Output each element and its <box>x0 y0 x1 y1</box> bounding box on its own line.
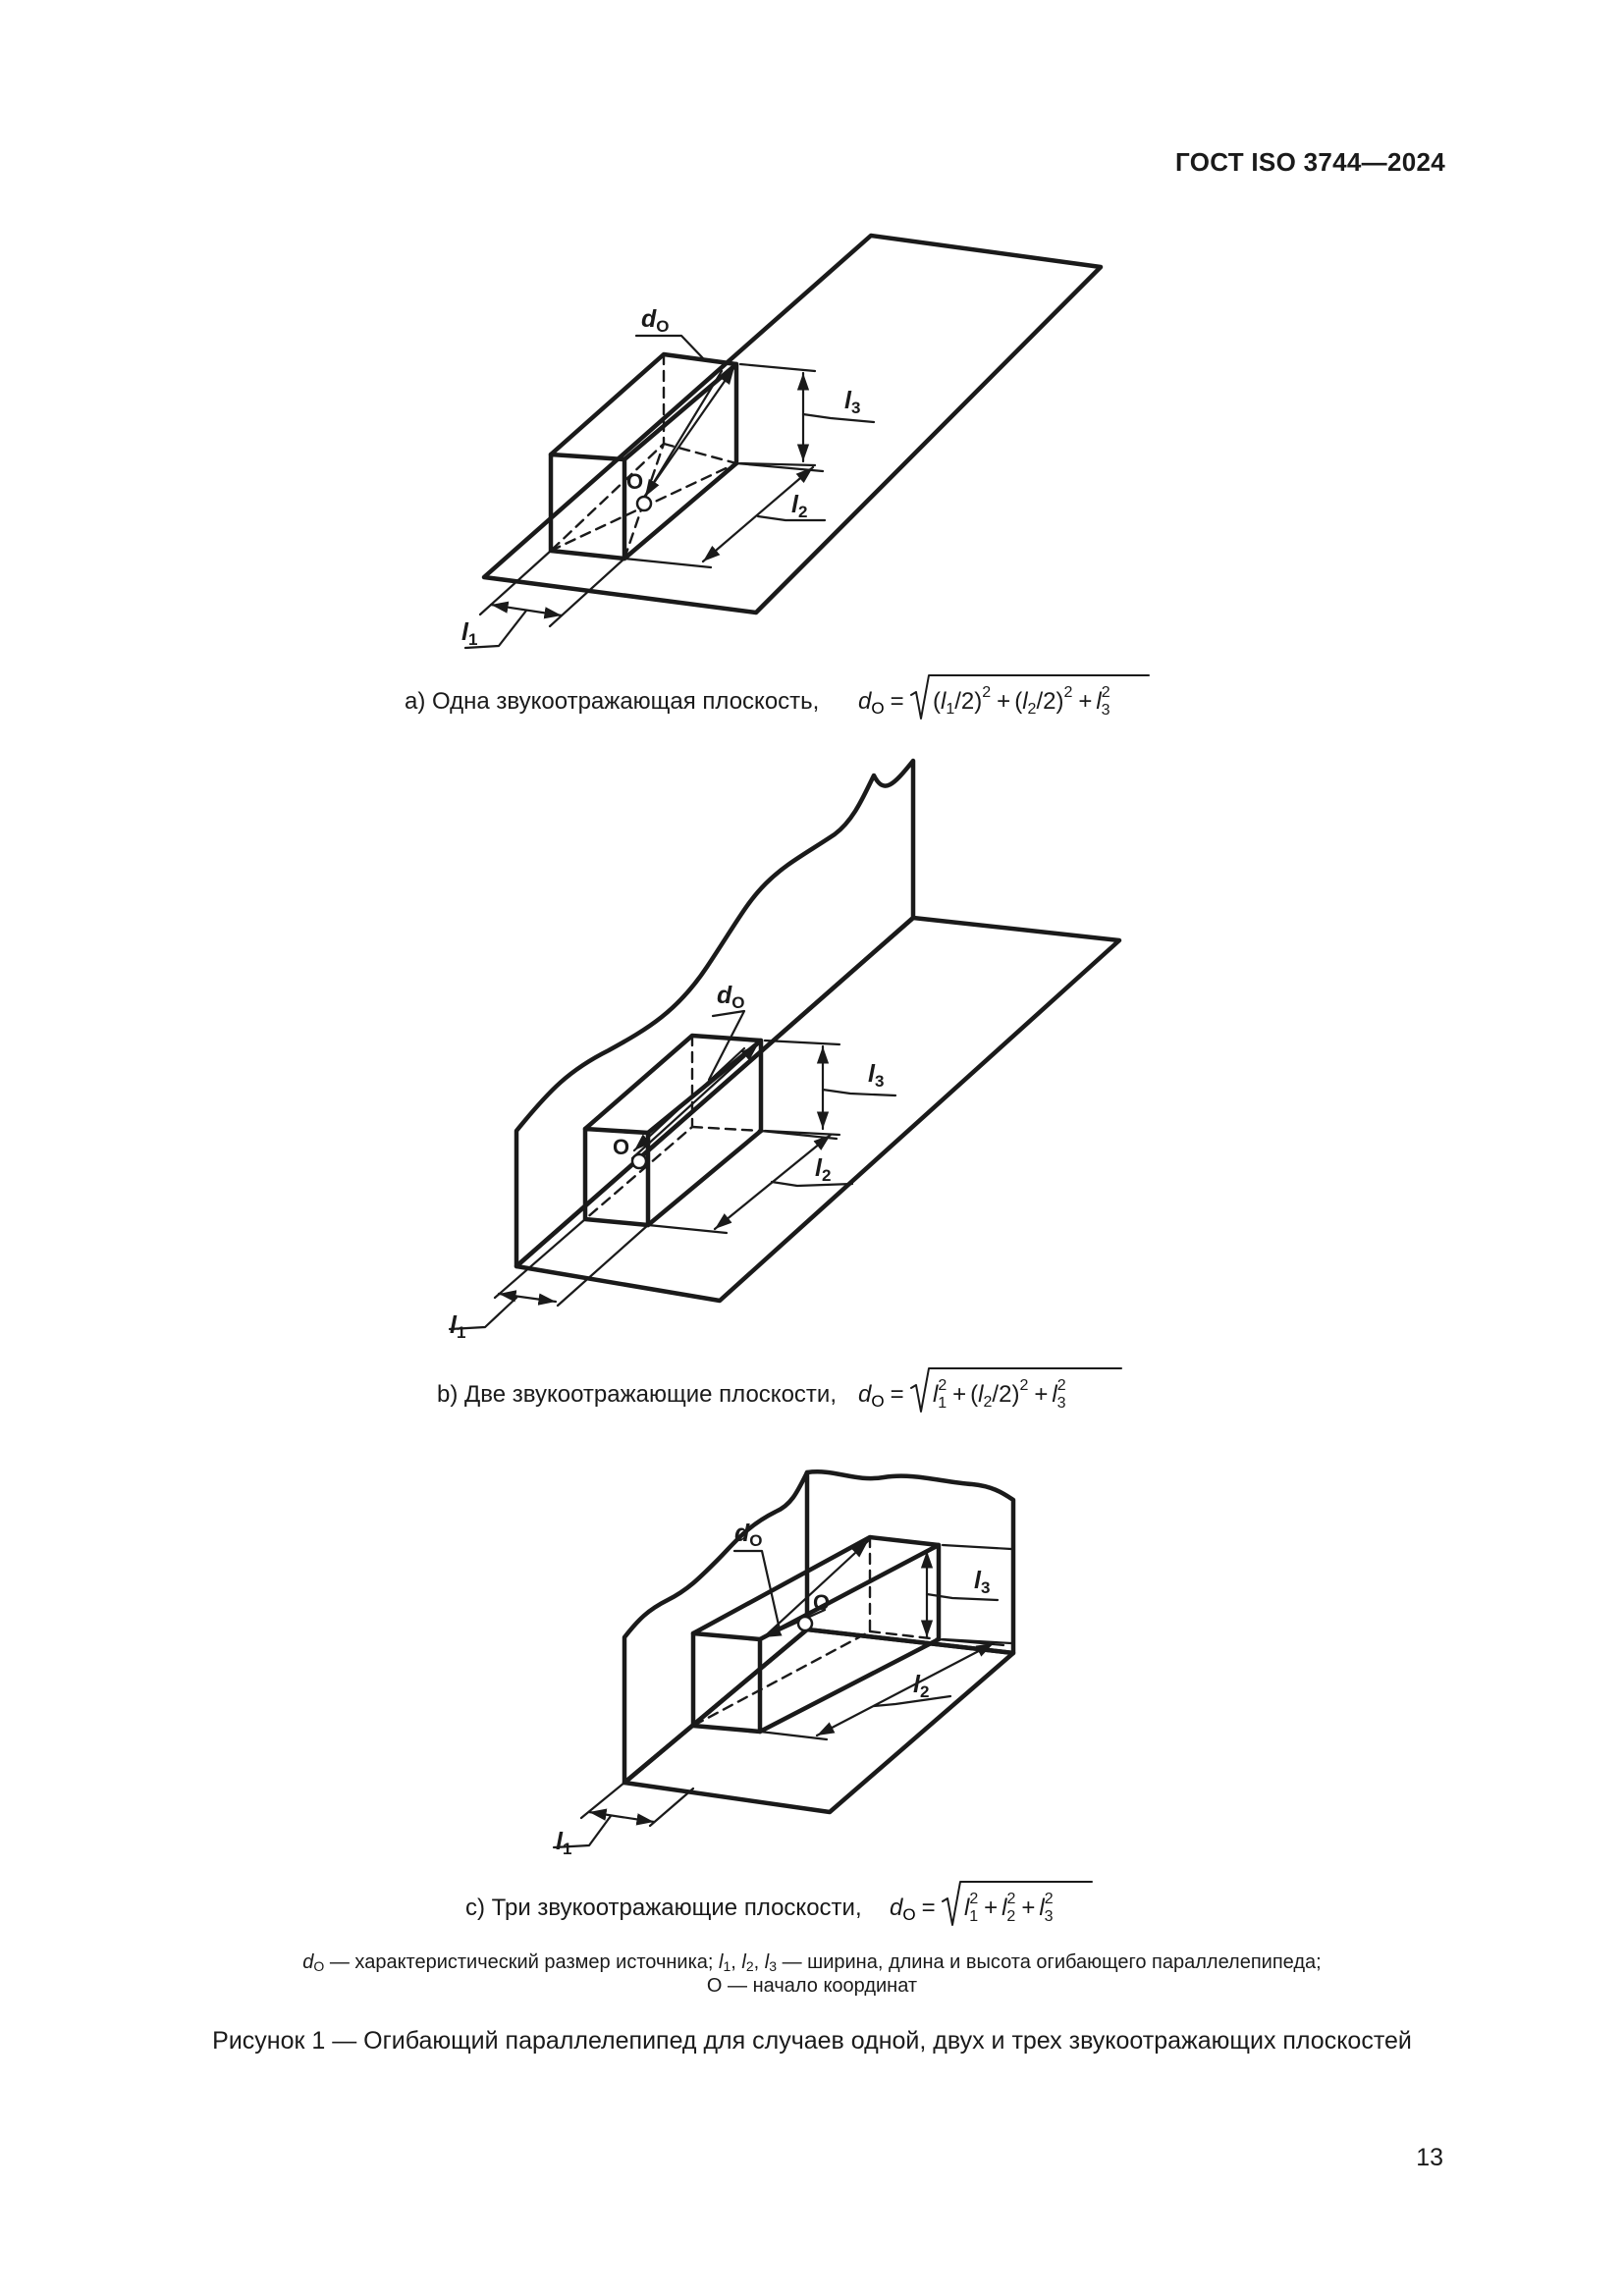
l3-extension <box>740 364 815 371</box>
formula-a-lhs: dO = <box>858 688 904 718</box>
l1-extension <box>495 1219 585 1298</box>
l2-extension <box>624 559 711 567</box>
reflecting-plane-floor <box>624 1629 1013 1812</box>
figure-legend <box>0 1950 1624 1998</box>
caption-c-text: с) Три звукоотражающие плоскости, <box>465 1895 862 1921</box>
formula-a-rhs: $(l_1/2)^2 + (l_2/2)^2 + l^2$ 3 <box>933 684 1110 719</box>
d0-label: dO <box>734 1520 763 1550</box>
l1-extension <box>650 1789 693 1826</box>
l1-label: l1 <box>556 1828 572 1858</box>
l2-leader <box>874 1696 950 1706</box>
l3-leader <box>823 1090 895 1095</box>
l3-label: l3 <box>868 1060 885 1091</box>
l1-extension <box>581 1783 624 1818</box>
formula-c-rhs: $l^2$ $1 + l^2$ $2 + l^2$ 3 <box>964 1891 1054 1925</box>
caption-c <box>465 1882 1092 1925</box>
box-bottom-edge <box>648 1131 761 1225</box>
caption-b <box>437 1368 1121 1412</box>
box-hidden-edges <box>551 354 664 551</box>
l2-leader <box>772 1182 852 1186</box>
formula-b-lhs: dO = <box>858 1381 904 1411</box>
diagram-a <box>461 236 1101 649</box>
l1-dimension-arrow <box>589 1812 654 1822</box>
figure-title: Рисунок 1 — Огибающий параллелепипед для случаев одной, двух и трех звукоотражающих плоскостей <box>212 2027 1412 2055</box>
caption-a-text: а) Одна звукоотражающая плоскость, <box>405 688 820 715</box>
origin-label: O <box>613 1135 630 1159</box>
l1-label: l1 <box>450 1311 466 1342</box>
l1-dimension-arrow <box>499 1294 556 1302</box>
l2-label: l2 <box>913 1671 930 1701</box>
reflecting-wall <box>516 761 913 1266</box>
formula-b-rhs: $l^2$ $1 + (l_2/2)^2 + l^2$ 3 <box>933 1377 1066 1412</box>
d0-arrow <box>632 1044 758 1158</box>
box-hidden-edge <box>692 1127 761 1131</box>
origin-point <box>798 1617 812 1630</box>
d0-label: dO <box>641 305 670 336</box>
reflecting-plane-floor <box>484 236 1101 613</box>
l3-leader <box>803 414 874 422</box>
l3-label: l3 <box>844 387 861 417</box>
origin-point <box>632 1154 646 1168</box>
page-number: 13 <box>1416 2144 1443 2171</box>
d0-arrow-back <box>634 1048 744 1150</box>
l2-label: l2 <box>791 491 808 521</box>
formula-c-lhs: dO = <box>890 1895 936 1924</box>
l3-extension <box>765 1041 839 1044</box>
diagram-c <box>554 1471 1013 1858</box>
caption-a <box>405 675 1149 719</box>
l1-label: l1 <box>461 618 478 649</box>
document-header: ГОСТ ISO 3744—2024 <box>1175 147 1445 177</box>
origin-label: O <box>626 469 644 494</box>
d0-label: dO <box>717 982 745 1012</box>
l2-label: l2 <box>815 1154 832 1185</box>
diagram-b <box>450 761 1119 1342</box>
l3-label: l3 <box>974 1567 991 1597</box>
origin-label: O <box>813 1590 831 1615</box>
legend-line-2: О — начало координат <box>706 1975 918 1997</box>
origin-point <box>637 497 651 510</box>
box-top-edges <box>551 354 736 459</box>
l1-extension <box>558 1225 648 1306</box>
caption-b-text: b) Две звукоотражающие плоскости, <box>437 1381 837 1408</box>
legend-line-1: $d_O$ — характеристический размер источника; $l_1$, $l_2$, $l_3$ — ширина, длина и высота огибающего параллелепипеда; <box>302 1951 1322 1974</box>
l3-extension <box>943 1545 1011 1549</box>
